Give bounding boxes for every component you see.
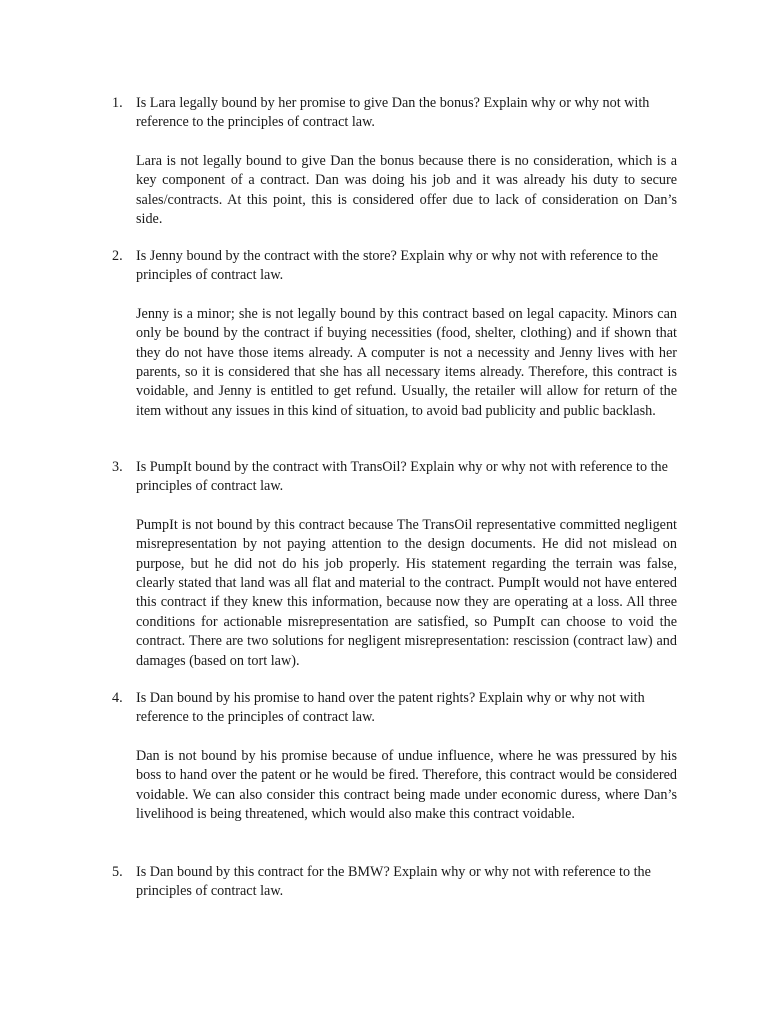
- question-text: Is Dan bound by his promise to hand over the patent rights? Explain why or why not with reference to the principles of contract law.: [136, 690, 645, 726]
- question-text: Is PumpIt bound by the contract with TransOil? Explain why or why not with reference to the principles of contract law.: [136, 459, 668, 495]
- question-item-1: [112, 94, 677, 229]
- question-item-3: [112, 458, 677, 671]
- item-number: 3.: [112, 459, 123, 475]
- answer-text: Lara is not legally bound to give Dan the bonus because there is no consideration, which is a key component of a contract. Dan was doing his job and it was already his duty to secure sales/contracts. At this point, this is considered offer due to lack of consideration on Dan’s side.: [136, 152, 677, 228]
- item-number: 1.: [112, 95, 123, 111]
- question-item-2: [112, 247, 677, 421]
- question-text: Is Jenny bound by the contract with the store? Explain why or why not with reference to the principles of contract law.: [136, 248, 659, 284]
- question-text: Is Dan bound by this contract for the BMW? Explain why or why not with reference to the principles of contract law.: [136, 864, 651, 900]
- answer-text: Jenny is a minor; she is not legally bound by this contract based on legal capacity. Minors can only be bound by the contract if buying necessities (food, shelter, clothing) and if shown that they do not have those items already. A computer is not a necessity and Jenny lives with her parents, so it is considered that she has all necessary items already. Therefore, this contract is voidable, and Jenny is entitled to get refund. Usually, the retailer will allow for return of the item without any issues in this kind of situation, to avoid bad publicity and public backlash.: [136, 305, 677, 419]
- item-number: 2.: [112, 248, 123, 264]
- answer-text: Dan is not bound by his promise because of undue influence, where he was pressured by his boss to hand over the patent or he would be fired. Therefore, this contract would be considered voidable. We can also consider this contract being made under economic duress, where Dan’s livelihood is being threatened, which would also make this contract voidable.: [136, 747, 677, 823]
- answer-text: PumpIt is not bound by this contract because The TransOil representative committed negligent misrepresentation by not paying attention to the design documents. He did not mislead on purpose, but he did not do his job properly. His statement regarding the terrain was false, clearly stated that land was all flat and material to the contract. PumpIt would not have entered this contract if they knew this information, because now they are operating at a loss. All three conditions for actionable misrepresentation are satisfied, so PumpIt can choose to void the contract. There are two solutions for negligent misrepresentation: rescission (contract law) and damages (based on tort law).: [136, 516, 677, 669]
- item-number: 5.: [112, 864, 123, 880]
- question-text: Is Lara legally bound by her promise to give Dan the bonus? Explain why or why not with reference to the principles of contract law.: [136, 95, 650, 131]
- question-item-5: [112, 863, 677, 902]
- item-number: 4.: [112, 690, 123, 706]
- question-item-4: [112, 689, 677, 824]
